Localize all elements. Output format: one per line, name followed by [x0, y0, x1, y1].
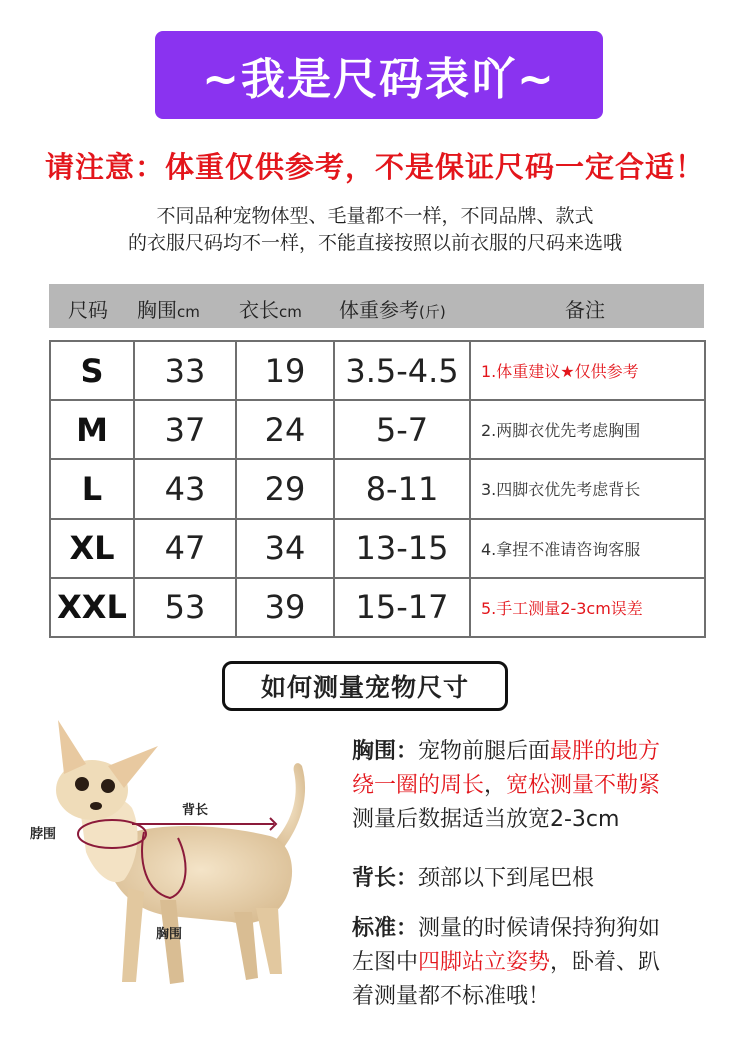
weight-cell: 15-17: [334, 578, 470, 637]
dog-illustration: [20, 712, 340, 1012]
standard-instruction-label: 标准：: [352, 916, 419, 941]
header-length-unit: cm: [279, 303, 302, 321]
standard-instruction-text: 测量的时候请保持狗狗如: [418, 916, 661, 941]
weight-cell: 8-11: [334, 459, 470, 518]
standard-instruction-text: ，卧着、趴: [550, 950, 661, 975]
size-table-body: [50, 341, 705, 637]
chest-instruction-highlight: 最胖的地方: [550, 739, 661, 764]
size-cell: S: [50, 341, 134, 400]
chest-cell: 47: [134, 519, 236, 578]
note-cell: 5.手工测量2-3cm误差: [470, 578, 705, 637]
description: [0, 203, 750, 257]
chest-instruction-text: 宠物前腿后面: [418, 739, 551, 764]
dog-eye: [101, 779, 115, 793]
length-cell: 24: [236, 400, 334, 459]
chest-instruction-text: ，: [484, 773, 507, 798]
header-chest-unit: cm: [177, 303, 200, 321]
length-cell: 39: [236, 578, 334, 637]
dog-back-leg: [256, 908, 282, 974]
description-line-2: 的衣服尺码均不一样，不能直接按照以前衣服的尺码来选哦: [127, 232, 622, 254]
weight-notice: 请注意：体重仅供参考，不是保证尺码一定合适！: [44, 150, 705, 184]
back-instruction-text: 颈部以下到尾巴根: [418, 866, 595, 891]
header-weight: [339, 294, 446, 323]
chest-cell: 53: [134, 578, 236, 637]
note-cell: 4.拿捏不准请咨询客服: [470, 519, 705, 578]
note-cell: 1.体重建议★仅供参考: [470, 341, 705, 400]
dog-front-leg: [122, 888, 144, 982]
howto-title: 如何测量宠物尺寸: [222, 661, 508, 711]
size-table: [49, 340, 706, 638]
table-row: [50, 578, 705, 637]
note-cell: 3.四脚衣优先考虑背长: [470, 459, 705, 518]
weight-cell: 3.5-4.5: [334, 341, 470, 400]
dog-eye: [75, 777, 89, 791]
table-row: [50, 459, 705, 518]
back-length-label: 背长: [182, 803, 209, 818]
header-length: [239, 294, 302, 323]
header-weight-unit: (斤): [419, 303, 446, 321]
neck-label: 脖围: [30, 827, 57, 842]
standard-instruction-text: 着测量都不标准哦！: [352, 984, 551, 1009]
header-chest: [137, 294, 200, 323]
chest-instruction-label: 胸围：: [352, 739, 419, 764]
standard-instruction: [352, 912, 742, 1014]
chest-instruction-text: 测量后数据适当放宽2-3cm: [352, 807, 620, 832]
header-length-label: 衣长: [239, 298, 279, 322]
table-row: [50, 400, 705, 459]
header-notes: 备注: [565, 298, 605, 322]
size-cell: XXL: [50, 578, 134, 637]
table-row: [50, 519, 705, 578]
chest-label: 胸围: [156, 927, 183, 942]
table-header: [49, 284, 704, 328]
description-line-1: 不同品种宠物体型、毛量都不一样，不同品牌、款式: [156, 205, 594, 227]
title-banner: ~我是尺码表吖~: [155, 31, 603, 119]
chest-cell: 37: [134, 400, 236, 459]
chest-instruction: [352, 735, 742, 837]
table-row: [50, 341, 705, 400]
chest-instruction-highlight: 绕一圈的周长: [352, 773, 485, 798]
weight-cell: 13-15: [334, 519, 470, 578]
dog-ear: [58, 720, 86, 774]
size-cell: XL: [50, 519, 134, 578]
chest-cell: 43: [134, 459, 236, 518]
length-cell: 19: [236, 341, 334, 400]
weight-cell: 5-7: [334, 400, 470, 459]
back-instruction-label: 背长：: [352, 866, 419, 891]
size-cell: M: [50, 400, 134, 459]
header-weight-label: 体重参考: [339, 298, 419, 322]
length-cell: 34: [236, 519, 334, 578]
chest-cell: 33: [134, 341, 236, 400]
back-instruction: [352, 862, 742, 896]
header-chest-label: 胸围: [137, 298, 177, 322]
standard-instruction-text: 左图中: [352, 950, 419, 975]
length-cell: 29: [236, 459, 334, 518]
dog-tail: [270, 763, 305, 850]
standard-instruction-highlight: 四脚站立姿势: [418, 950, 551, 975]
chest-instruction-highlight: 宽松测量不勒紧: [506, 773, 661, 798]
header-size: 尺码: [68, 298, 108, 322]
size-cell: L: [50, 459, 134, 518]
note-cell: 2.两脚衣优先考虑胸围: [470, 400, 705, 459]
dog-nose: [90, 802, 102, 810]
